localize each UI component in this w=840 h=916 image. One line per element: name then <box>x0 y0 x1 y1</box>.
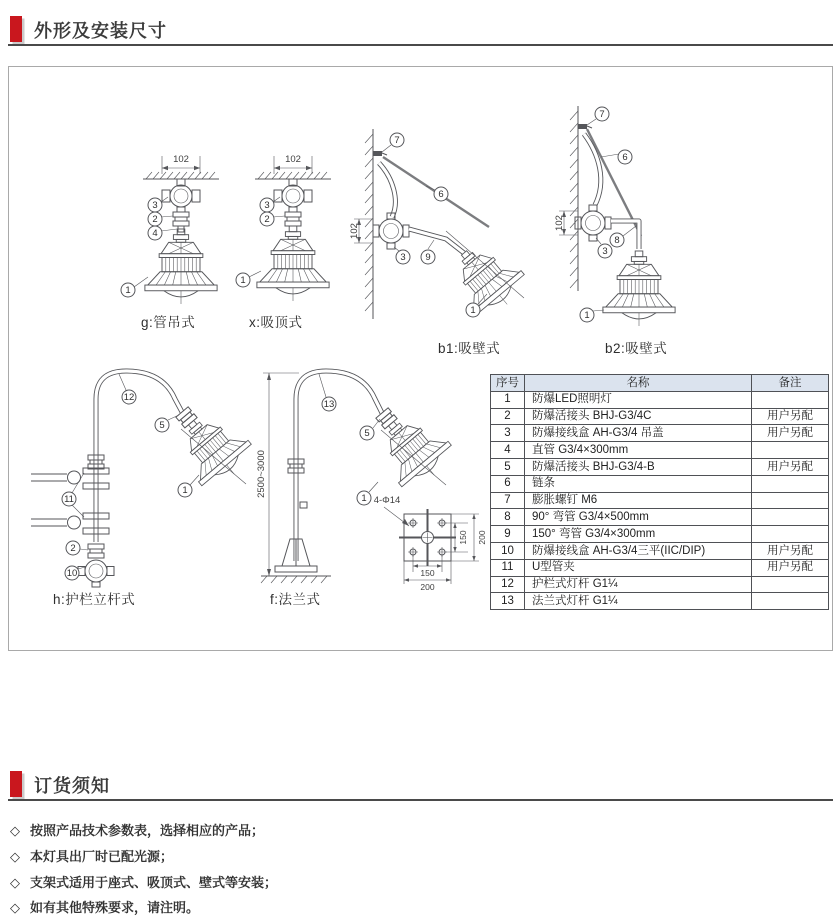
dim-pole-height <box>256 373 311 576</box>
cell-no: 5 <box>491 458 525 475</box>
cell-no: 8 <box>491 509 525 526</box>
svg-text:3: 3 <box>400 252 406 264</box>
cell-no: 13 <box>491 593 525 610</box>
cell-name: 链条 <box>525 475 752 492</box>
label-wall-mount-b1: b1:吸壁式 <box>438 341 501 356</box>
cell-no: 4 <box>491 442 525 459</box>
note-text: 如有其他特殊要求，请注明。 <box>30 900 200 915</box>
dim-flange-size-h: 200 <box>420 582 435 592</box>
cell-note <box>752 391 829 408</box>
cell-note <box>752 526 829 543</box>
svg-text:12: 12 <box>123 392 135 404</box>
callout-8 <box>610 226 636 247</box>
svg-text:7: 7 <box>599 109 605 121</box>
note-item <box>10 846 173 865</box>
cell-name: 直管 G3/4×300mm <box>525 442 752 459</box>
table-row <box>491 442 829 459</box>
junction-box <box>274 185 312 212</box>
diamond-bullet-icon: ◇ <box>10 875 20 890</box>
diamond-bullet-icon: ◇ <box>10 849 20 864</box>
page-title: 外形及安装尺寸 <box>34 21 167 41</box>
svg-text:3: 3 <box>264 200 270 212</box>
table-row <box>491 425 829 442</box>
svg-text:102: 102 <box>349 223 360 239</box>
callout-4 <box>148 226 177 240</box>
flexible-conduit <box>584 134 601 205</box>
callout-1 <box>580 308 604 322</box>
dim-102-offset <box>349 219 373 243</box>
svg-text:6: 6 <box>622 152 628 164</box>
note-text: 本灯具出厂时已配光源； <box>30 849 174 864</box>
col-header-note: 备注 <box>752 375 829 392</box>
svg-text:11: 11 <box>64 494 74 506</box>
flange-hole-detail <box>374 495 487 592</box>
col-header-no: 序号 <box>491 375 525 392</box>
svg-text:1: 1 <box>361 493 367 505</box>
led-lamp <box>366 403 459 496</box>
cell-note: 用户另配 <box>752 458 829 475</box>
callout-6 <box>601 150 632 164</box>
callout-5 <box>360 419 380 440</box>
note-item <box>10 820 264 839</box>
junction-box <box>162 185 200 212</box>
expansion-bolt <box>373 151 387 156</box>
diagram-wall-mount-b1 <box>346 106 546 346</box>
svg-text:9: 9 <box>425 252 431 264</box>
table-header-row <box>491 375 829 392</box>
table-row <box>491 576 829 593</box>
svg-text:1: 1 <box>240 275 246 287</box>
table-row <box>491 475 829 492</box>
ceiling-hatch <box>143 172 219 179</box>
callout-3 <box>148 197 168 212</box>
cell-note: 用户另配 <box>752 559 829 576</box>
header-rule <box>8 44 833 46</box>
svg-text:5: 5 <box>364 428 370 440</box>
diagram-pipe-hanging <box>111 144 231 309</box>
junction-box <box>373 213 409 249</box>
svg-text:102: 102 <box>554 215 565 231</box>
table-row <box>491 509 829 526</box>
label-guardrail-pole: h:护栏立杆式 <box>53 592 136 607</box>
red-accent-bar <box>10 16 22 42</box>
pole-access-plug <box>300 502 307 508</box>
callout-11 <box>62 473 84 517</box>
note-text: 支架式适用于座式、吸顶式、壁式等安装； <box>30 875 278 890</box>
cell-name: 150° 弯管 G3/4×300mm <box>525 526 752 543</box>
cell-no: 10 <box>491 542 525 559</box>
callout-7 <box>382 133 404 152</box>
led-lamp <box>603 251 675 326</box>
svg-text:2: 2 <box>264 214 270 226</box>
ordering-rule <box>8 799 833 801</box>
led-lamp <box>257 226 329 301</box>
table-row <box>491 458 829 475</box>
cell-no: 2 <box>491 408 525 425</box>
cell-note <box>752 442 829 459</box>
expansion-bolt <box>578 124 592 129</box>
table-row <box>491 542 829 559</box>
svg-text:13: 13 <box>323 399 335 411</box>
label-ceiling-mount: x:吸顶式 <box>249 315 303 330</box>
callout-1 <box>178 475 199 497</box>
union-coupling-bottom <box>88 544 104 558</box>
cell-no: 11 <box>491 559 525 576</box>
cell-note <box>752 475 829 492</box>
label-wall-mount-b2: b2:吸壁式 <box>605 341 668 356</box>
cell-no: 7 <box>491 492 525 509</box>
svg-text:3: 3 <box>602 246 608 258</box>
callout-2 <box>260 212 285 226</box>
diamond-bullet-icon: ◇ <box>10 900 20 915</box>
dim-flange-size-v: 200 <box>477 530 487 545</box>
callout-2 <box>66 541 88 555</box>
wall-hatch <box>365 129 373 319</box>
callout-9 <box>421 240 435 264</box>
cell-note <box>752 509 829 526</box>
svg-text:2500~3000: 2500~3000 <box>256 450 267 498</box>
callout-3 <box>260 197 280 212</box>
union-coupling <box>285 212 301 226</box>
svg-text:1: 1 <box>182 485 188 497</box>
cell-no: 6 <box>491 475 525 492</box>
junction-box <box>575 205 611 241</box>
diagram-flange-pole <box>251 359 491 597</box>
section-dimensions-header <box>0 15 840 45</box>
diagram-guardrail-pole <box>31 359 266 594</box>
section-ordering-header <box>0 770 840 800</box>
callout-5 <box>155 415 179 432</box>
cell-name: 膨胀螺钉 M6 <box>525 492 752 509</box>
svg-text:2: 2 <box>70 543 76 555</box>
diamond-bullet-icon: ◇ <box>10 823 20 838</box>
cell-name: 防爆接线盒 AH-G3/4 吊盖 <box>525 425 752 442</box>
dim-102: 102 <box>285 154 301 165</box>
callout-3 <box>394 247 410 264</box>
cell-no: 12 <box>491 576 525 593</box>
callout-13 <box>319 374 336 411</box>
gooseneck-pole <box>296 371 382 561</box>
flexible-conduit <box>379 163 395 217</box>
cell-note <box>752 593 829 610</box>
cell-note: 用户另配 <box>752 425 829 442</box>
cell-note <box>752 576 829 593</box>
red-accent-bar <box>10 771 22 797</box>
col-header-name: 名称 <box>525 375 752 392</box>
callout-10 <box>65 566 85 580</box>
cell-name: U型管夹 <box>525 559 752 576</box>
table-row <box>491 408 829 425</box>
cell-name: 防爆LED照明灯 <box>525 391 752 408</box>
svg-text:1: 1 <box>125 285 131 297</box>
cell-name: 防爆接线盒 AH-G3/4三平(IIC/DIP) <box>525 542 752 559</box>
diagram-ceiling-mount <box>223 144 343 309</box>
ceiling-hatch <box>255 172 331 179</box>
svg-text:6: 6 <box>438 189 444 201</box>
cell-note: 用户另配 <box>752 408 829 425</box>
elbow-pipe-150 <box>409 229 464 253</box>
drawings-panel <box>8 66 833 651</box>
union-coupling <box>173 212 189 226</box>
svg-text:10: 10 <box>66 568 78 580</box>
callout-2 <box>148 212 173 226</box>
cell-no: 1 <box>491 391 525 408</box>
cell-no: 3 <box>491 425 525 442</box>
wall-hatch <box>570 106 578 291</box>
svg-text:4: 4 <box>152 228 158 240</box>
callout-1 <box>466 294 487 317</box>
svg-text:1: 1 <box>470 305 476 317</box>
cell-name: 防爆活接头 BHJ-G3/4C <box>525 408 752 425</box>
callout-7 <box>587 107 609 125</box>
svg-text:1: 1 <box>584 310 590 322</box>
label-flange-pole: f:法兰式 <box>270 592 321 607</box>
dim-102: 102 <box>173 154 189 165</box>
cell-name: 防爆活接头 BHJ-G3/4-B <box>525 458 752 475</box>
dim-hole-spacing-h: 150 <box>420 568 435 578</box>
table-row <box>491 593 829 610</box>
table-row <box>491 492 829 509</box>
junction-box-bottom <box>78 560 114 587</box>
svg-text:3: 3 <box>152 200 158 212</box>
svg-text:5: 5 <box>159 420 165 432</box>
label-pipe-hanging: g:管吊式 <box>141 315 196 330</box>
table-row <box>491 391 829 408</box>
parts-table <box>490 374 829 610</box>
table-row <box>491 526 829 543</box>
note-item <box>10 897 199 916</box>
dim-hole-spacing-v: 150 <box>458 530 468 545</box>
flange-base <box>261 539 331 583</box>
table-row <box>491 559 829 576</box>
cell-name: 90° 弯管 G3/4×500mm <box>525 509 752 526</box>
led-lamp <box>166 402 259 495</box>
svg-text:7: 7 <box>394 135 400 147</box>
callout-1 <box>121 277 148 297</box>
cell-name: 护栏式灯杆 G1¼ <box>525 576 752 593</box>
ordering-title: 订货须知 <box>34 776 110 796</box>
cell-note <box>752 492 829 509</box>
note-item <box>10 872 277 891</box>
diagram-wall-mount-b2 <box>551 96 716 341</box>
dim-bolt-holes: 4-Φ14 <box>373 495 401 506</box>
note-text: 按照产品技术参数表，选择相应的产品； <box>30 823 265 838</box>
cell-note: 用户另配 <box>752 542 829 559</box>
svg-text:2: 2 <box>152 214 158 226</box>
cell-name: 法兰式灯杆 G1¼ <box>525 593 752 610</box>
cell-no: 9 <box>491 526 525 543</box>
callout-12 <box>119 374 136 404</box>
svg-text:8: 8 <box>614 235 620 247</box>
